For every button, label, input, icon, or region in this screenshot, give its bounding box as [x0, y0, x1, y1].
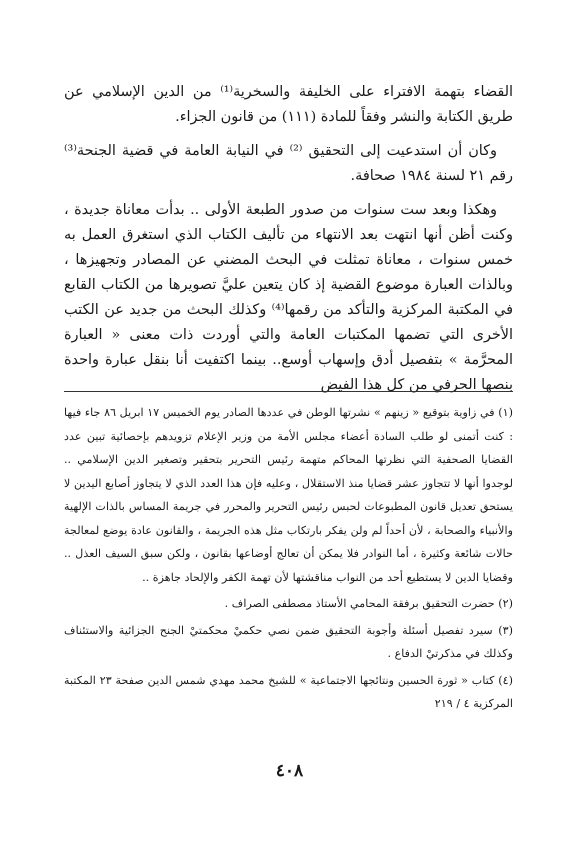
footnotes	[64, 401, 513, 719]
footnote-divider	[64, 391, 513, 392]
paragraph-1: القضاء بتهمة الافتراء على الخليفة والسخرية⁽¹⁾ من الدين الإسلامي عن طريق الكتابة والنشر وفقاً للمادة (١١١) من قانون الجزاء.	[64, 84, 513, 125]
footnote-4: (٤) كتاب « ثورة الحسين ونتائجها الاجتماعية » للشيخ محمد مهدي شمس الدين صفحة ٢٣ المكتبة المركزية ٤ / ٢١٩	[64, 673, 513, 710]
footnote-2: (٢) حضرت التحقيق برفقة المحامي الأستاذ مصطفى الصراف .	[224, 597, 513, 610]
main-text	[64, 80, 513, 407]
footnote-1: (١) في زاوية بتوقيع « زينهم » نشرتها الوطن في عددها الصادر يوم الخميس ١٧ ابريل ٨٦ جاء فيها : كنت أتمنى لو طلب السادة أعضاء مجلس الأمة من وزير الإعلام تزويدهم بإحصائية تبين عدد القضايا الصحفية التي نظرتها المحاكم متهمة رئيس التحرير بتحقير وتصغير الدين الإسلامي .. لوجدوا أنها لا تتجاوز عشر قضايا منذ الاستقلال ، وعليه فإن هذا العدد الذي لا يتجاوز أصابع اليدين لا يستحق تعديل قانون المطبوعات لحبس رئيس التحرير والمحرر في جريمة المساس بالذات الإلهية والأنبياء والصحابة ، لأن أحداً لم ولن يفكر بارتكاب مثل هذه الجريمة ، والقانون عادة يوضع لمعالجة حالات شائعة وكثيرة ، أما النوادر فلا يمكن أن تعالج أوضاعها بقانون ، ولكن سبق السيف العذل .. وقضايا الدين لا يستطيع أحد من النواب مناقشتها لأن تهمة الكفر والإلحاد جاهزة ..	[64, 406, 513, 584]
page-number: ٤٠٨	[275, 761, 304, 781]
footnote-3: (٣) سيرد تفصيل أسئلة وأجوبة التحقيق ضمن نصي حكميْ محكمتيْ الجنح الجزائية والاستئناف وكذلك في مذكرتيْ الدفاع .	[64, 623, 513, 660]
paragraph-2: وكان أن استدعيت إلى التحقيق ⁽²⁾ في النيابة العامة في قضية الجنحة⁽³⁾ رقم ٢١ لسنة ١٩٨٤ صحافة.	[64, 143, 513, 184]
paragraph-3: وهكذا وبعد ست سنوات من صدور الطبعة الأولى .. بدأت معاناة جديدة ، وكنت أظن أنها انتهت بعد الانتهاء من تأليف الكتاب الذي استغرق العمل به خمس سنوات ، معاناة تمثلت في البحث المضني عن المصادر وتجهيزها ، وبالذات العبارة موضوع القضية إذ كان يتعين عليَّ تصويرها من الكتاب القابع في المكتبة المركزية والتأكد من رقمها⁽⁴⁾ وكذلك البحث من جديد عن الكتب الأخرى التي تضمها المكتبات العامة والتي أوردت ذات معنى « العبارة المحرَّمة » بتفصيل أدق وإسهاب أوسع.. بينما اكتفيت أنا بنقل عبارة واحدة بنصها الحرفي من كل هذا الفيض	[64, 202, 513, 393]
